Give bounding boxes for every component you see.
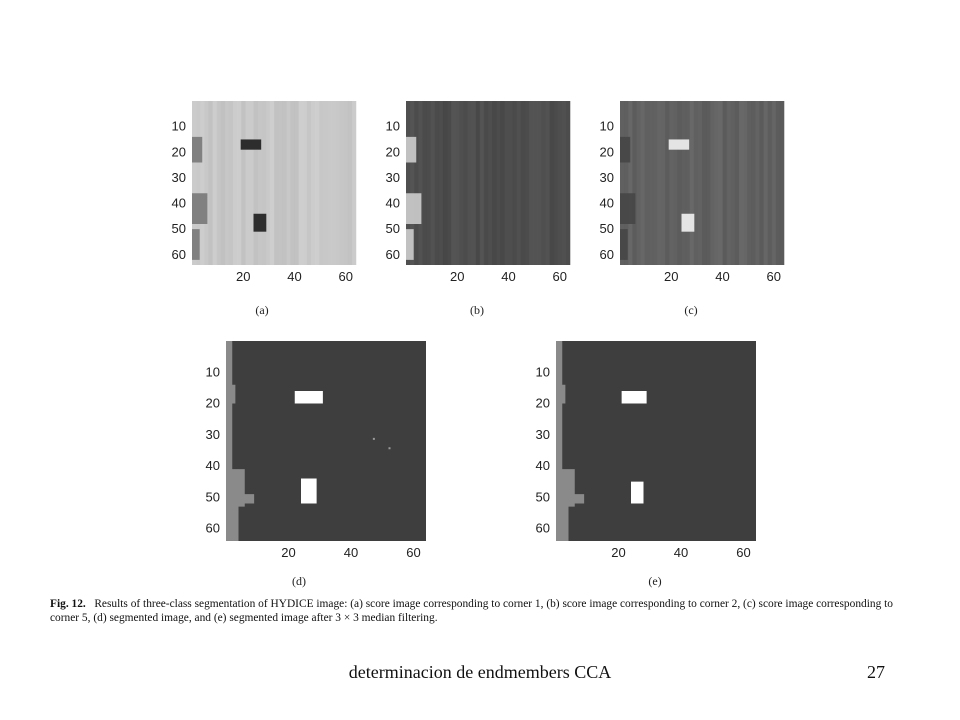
stripe bbox=[200, 101, 205, 265]
x-tick-label: 60 bbox=[338, 269, 353, 284]
y-tick-label: 60 bbox=[599, 246, 614, 262]
gray-class-region bbox=[226, 494, 254, 503]
y-tick-label: 60 bbox=[535, 520, 550, 536]
stripe bbox=[727, 101, 732, 265]
stripe bbox=[533, 101, 538, 265]
stripe bbox=[463, 101, 468, 265]
figure-number: Fig. 12. bbox=[50, 598, 86, 610]
x-tick-label: 20 bbox=[664, 269, 679, 284]
stripe bbox=[249, 101, 254, 265]
stripe bbox=[286, 101, 291, 265]
stripe bbox=[266, 101, 271, 265]
x-tick-label: 20 bbox=[450, 269, 465, 284]
x-tick-label: 20 bbox=[611, 545, 626, 560]
stripe bbox=[476, 101, 481, 265]
y-tick-label: 20 bbox=[385, 144, 400, 160]
stripe bbox=[632, 101, 637, 265]
gray-class-region bbox=[556, 494, 584, 503]
stripe bbox=[698, 101, 703, 265]
stripe bbox=[233, 101, 238, 265]
stripe bbox=[274, 101, 279, 265]
target-upper bbox=[669, 139, 690, 149]
target-lower bbox=[682, 214, 695, 232]
gray-class-region bbox=[556, 385, 565, 404]
stripe bbox=[772, 101, 777, 265]
y-tick-label: 10 bbox=[205, 364, 220, 380]
stripe bbox=[714, 101, 719, 265]
stripe bbox=[513, 101, 518, 265]
stripe bbox=[245, 101, 250, 265]
stripe bbox=[504, 101, 509, 265]
stripe bbox=[517, 101, 522, 265]
gray-class-region bbox=[226, 385, 235, 404]
stripe bbox=[422, 101, 427, 265]
slide-page-number: 27 bbox=[867, 662, 885, 682]
stripe bbox=[661, 101, 666, 265]
stripe bbox=[755, 101, 760, 265]
target-lower bbox=[301, 479, 317, 504]
stripe bbox=[217, 101, 222, 265]
x-tick-label: 40 bbox=[715, 269, 730, 284]
stripe bbox=[303, 101, 308, 265]
stripe bbox=[427, 101, 432, 265]
stripe bbox=[443, 101, 448, 265]
y-tick-label: 10 bbox=[535, 364, 550, 380]
y-tick-label: 40 bbox=[535, 458, 550, 473]
stripe bbox=[237, 101, 242, 265]
edge-region bbox=[406, 193, 421, 224]
stripe bbox=[455, 101, 460, 265]
stripe bbox=[435, 101, 440, 265]
y-tick-label: 50 bbox=[205, 489, 220, 505]
y-tick-label: 40 bbox=[171, 195, 186, 211]
stripe bbox=[319, 101, 324, 265]
segmented-image-d bbox=[190, 338, 420, 568]
y-tick-label: 50 bbox=[171, 221, 186, 237]
stripe bbox=[468, 101, 473, 265]
stripe bbox=[521, 101, 526, 265]
stripe bbox=[780, 101, 785, 265]
y-tick-label: 40 bbox=[205, 458, 220, 473]
stripe bbox=[558, 101, 563, 265]
y-tick-label: 40 bbox=[385, 195, 400, 211]
target-lower bbox=[254, 214, 267, 232]
stripe bbox=[694, 101, 699, 265]
stripe bbox=[262, 101, 267, 265]
stripe bbox=[653, 101, 658, 265]
y-tick-label: 20 bbox=[599, 144, 614, 160]
edge-region bbox=[192, 229, 200, 260]
score-image-c bbox=[596, 98, 796, 288]
x-tick-label: 40 bbox=[501, 269, 516, 284]
stripe bbox=[706, 101, 711, 265]
y-tick-label: 30 bbox=[385, 169, 400, 185]
panel-b-label: (b) bbox=[470, 303, 484, 317]
gray-class-region bbox=[226, 504, 239, 542]
stripe bbox=[566, 101, 571, 265]
edge-region bbox=[620, 229, 628, 260]
stripe bbox=[649, 101, 654, 265]
stripe bbox=[751, 101, 756, 265]
stripe bbox=[554, 101, 559, 265]
y-tick-label: 30 bbox=[171, 169, 186, 185]
stripe bbox=[545, 101, 550, 265]
stripe bbox=[641, 101, 646, 265]
x-tick-label: 40 bbox=[673, 545, 689, 560]
stripe bbox=[204, 101, 209, 265]
y-tick-label: 60 bbox=[205, 520, 220, 536]
slide-footer-title: determinacion de endmembers CCA bbox=[348, 662, 612, 682]
y-tick-label: 20 bbox=[205, 395, 220, 411]
x-tick-label: 60 bbox=[736, 545, 751, 560]
edge-region bbox=[406, 229, 414, 260]
target-upper bbox=[295, 391, 323, 404]
stripe bbox=[340, 101, 345, 265]
stripe bbox=[208, 101, 213, 265]
x-tick-label: 60 bbox=[766, 269, 781, 284]
stripe bbox=[447, 101, 452, 265]
stripe bbox=[213, 101, 218, 265]
y-tick-label: 10 bbox=[385, 118, 400, 134]
stripe bbox=[657, 101, 662, 265]
y-tick-label: 20 bbox=[171, 144, 186, 160]
stripe bbox=[439, 101, 444, 265]
x-tick-label: 20 bbox=[281, 545, 296, 560]
stripe bbox=[628, 101, 633, 265]
stripe bbox=[550, 101, 555, 265]
target-upper bbox=[241, 139, 262, 149]
y-tick-label: 30 bbox=[599, 169, 614, 185]
panel-e-label: (e) bbox=[648, 574, 662, 588]
stripe bbox=[735, 101, 740, 265]
stripe bbox=[331, 101, 336, 265]
panel-c-label: (c) bbox=[684, 303, 698, 317]
stripe bbox=[278, 101, 283, 265]
stripe bbox=[225, 101, 230, 265]
stripe bbox=[710, 101, 715, 265]
stripe bbox=[451, 101, 456, 265]
stripe bbox=[348, 101, 353, 265]
stripe bbox=[747, 101, 752, 265]
gray-class-region bbox=[556, 504, 569, 542]
stripe bbox=[307, 101, 312, 265]
panel-b bbox=[378, 98, 578, 288]
image-background bbox=[556, 341, 756, 541]
stripe bbox=[525, 101, 530, 265]
edge-region bbox=[620, 137, 630, 163]
figure-caption bbox=[50, 597, 920, 625]
stripe bbox=[776, 101, 781, 265]
stripe bbox=[488, 101, 493, 265]
stripe bbox=[682, 101, 687, 265]
stripe bbox=[673, 101, 678, 265]
stripe bbox=[496, 101, 501, 265]
stripe bbox=[352, 101, 357, 265]
x-tick-label: 40 bbox=[287, 269, 302, 284]
stripe bbox=[743, 101, 748, 265]
y-tick-label: 50 bbox=[385, 221, 400, 237]
y-tick-label: 10 bbox=[599, 118, 614, 134]
stripe bbox=[299, 101, 304, 265]
stripe bbox=[768, 101, 773, 265]
stripe bbox=[759, 101, 764, 265]
stripe bbox=[492, 101, 497, 265]
target-lower bbox=[631, 482, 644, 504]
y-tick-label: 50 bbox=[535, 489, 550, 505]
x-tick-label: 20 bbox=[236, 269, 251, 284]
stripe bbox=[344, 101, 349, 265]
stripe bbox=[254, 101, 259, 265]
stripe bbox=[665, 101, 670, 265]
stripe bbox=[431, 101, 436, 265]
x-tick-label: 60 bbox=[406, 545, 421, 560]
y-tick-label: 30 bbox=[535, 426, 550, 442]
stripe bbox=[509, 101, 514, 265]
stripe bbox=[258, 101, 263, 265]
stripe bbox=[336, 101, 341, 265]
score-image-b bbox=[378, 98, 578, 288]
y-tick-label: 10 bbox=[171, 118, 186, 134]
stripe bbox=[270, 101, 275, 265]
edge-region bbox=[406, 137, 416, 163]
score-image-a bbox=[160, 98, 360, 288]
stripe bbox=[645, 101, 650, 265]
stripe bbox=[686, 101, 691, 265]
stripe bbox=[677, 101, 682, 265]
stripe bbox=[229, 101, 234, 265]
y-tick-label: 50 bbox=[599, 221, 614, 237]
panel-d-label: (d) bbox=[292, 574, 306, 588]
stripe bbox=[702, 101, 707, 265]
y-tick-label: 60 bbox=[385, 246, 400, 262]
stripe bbox=[480, 101, 485, 265]
stripe bbox=[500, 101, 505, 265]
stripe bbox=[241, 101, 246, 265]
stripe bbox=[537, 101, 542, 265]
stripe bbox=[327, 101, 332, 265]
stripe bbox=[418, 101, 423, 265]
edge-region bbox=[620, 193, 635, 224]
stripe bbox=[739, 101, 744, 265]
stripe bbox=[311, 101, 316, 265]
panel-c bbox=[596, 98, 796, 288]
stripe bbox=[636, 101, 641, 265]
stripe bbox=[764, 101, 769, 265]
image-background bbox=[226, 341, 426, 541]
stripe bbox=[484, 101, 489, 265]
panel-d bbox=[190, 338, 420, 568]
panel-a-label: (a) bbox=[255, 303, 269, 317]
y-tick-label: 60 bbox=[171, 246, 186, 262]
y-tick-label: 30 bbox=[205, 426, 220, 442]
stripe bbox=[295, 101, 300, 265]
target-upper bbox=[622, 391, 647, 404]
noise-pixel bbox=[373, 438, 375, 440]
panel-a bbox=[160, 98, 360, 288]
stripe bbox=[718, 101, 723, 265]
panel-e bbox=[532, 338, 762, 568]
stripe bbox=[562, 101, 567, 265]
edge-region bbox=[192, 193, 207, 224]
figure-caption-text: Results of three-class segmentation of HYDICE image: (a) score image corresponding to corner 1, (b) score image corresponding to corner 2, (c) score image corresponding to corner 5, (d) segmented image, and (e) segmented image after 3 × 3 median filtering. bbox=[50, 598, 893, 624]
noise-pixel bbox=[389, 447, 391, 449]
x-tick-label: 60 bbox=[552, 269, 567, 284]
y-tick-label: 40 bbox=[599, 195, 614, 211]
stripe bbox=[221, 101, 226, 265]
stripe bbox=[414, 101, 419, 265]
stripe bbox=[731, 101, 736, 265]
stripe bbox=[282, 101, 287, 265]
stripe bbox=[459, 101, 464, 265]
y-tick-label: 20 bbox=[535, 395, 550, 411]
stripe bbox=[669, 101, 674, 265]
stripe bbox=[723, 101, 728, 265]
edge-region bbox=[192, 137, 202, 163]
stripe bbox=[323, 101, 328, 265]
stripe bbox=[315, 101, 320, 265]
stripe bbox=[541, 101, 546, 265]
stripe bbox=[290, 101, 295, 265]
stripe bbox=[529, 101, 534, 265]
segmented-image-e bbox=[532, 338, 762, 568]
stripe bbox=[472, 101, 477, 265]
x-tick-label: 40 bbox=[343, 545, 359, 560]
stripe bbox=[690, 101, 695, 265]
